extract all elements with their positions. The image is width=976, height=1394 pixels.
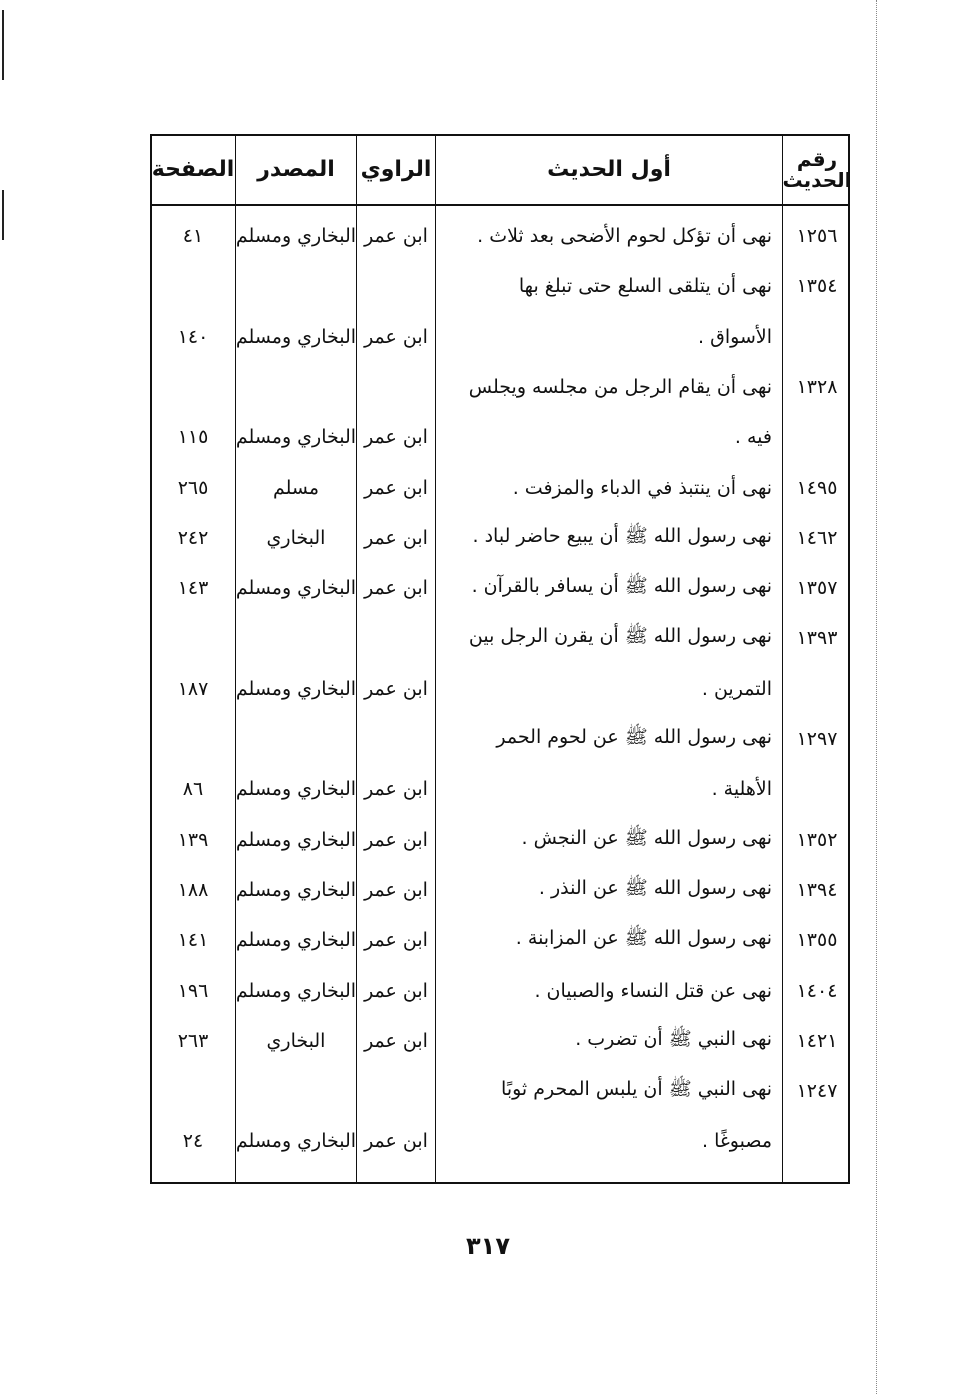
narrator-cell: ابن عمر: [364, 426, 428, 449]
narrator-cell: ابن عمر: [364, 979, 428, 1002]
hadith-text-cell: نهى أن يتلقى السلع حتى تبلغ بها: [518, 275, 772, 298]
table-row: [152, 613, 848, 663]
header-hadith-number: رقم الحديث: [782, 147, 852, 192]
hadith-number-cell: ١٤٦٢: [796, 526, 838, 549]
table-row: [152, 412, 848, 462]
hadith-number-cell: ١٤٢١: [796, 1029, 838, 1052]
hadith-text-cell: نهى رسول الله ﷺ أن يبيع حاضر لباد .: [472, 524, 772, 547]
hadith-number-cell: [784, 312, 850, 362]
table-row: [152, 1116, 848, 1166]
hadith-text-cell: نهى رسول الله ﷺ عن النجش .: [521, 826, 772, 849]
source-cell: البخاري ومسلم: [236, 828, 356, 851]
page-cell: ١٤١: [177, 929, 209, 952]
hadith-number-cell: ١٤٠٤: [796, 979, 838, 1002]
header-page: الصفحة: [151, 157, 235, 183]
source-cell: البخاري ومسلم: [236, 426, 356, 449]
source-cell: البخاري ومسلم: [236, 677, 356, 700]
scan-edge-line: [2, 190, 4, 240]
hadith-text-cell: مصبوغًا .: [701, 1130, 772, 1153]
source-cell: البخاري ومسلم: [236, 325, 356, 348]
source-cell: [236, 714, 356, 764]
page-cell: ٢٦٥: [177, 476, 209, 499]
hadith-text-cell: نهى رسول الله ﷺ أن يقرن الرجل بين: [468, 625, 772, 648]
narrator-cell: ابن عمر: [364, 828, 428, 851]
hadith-text-cell: نهى رسول الله ﷺ عن المزابنة .: [515, 927, 772, 950]
hadith-index-table: [150, 134, 850, 1184]
hadith-number-cell: ١٣٢٨: [796, 375, 838, 398]
hadith-text-cell: نهى أن تؤكل لحوم الأضحى بعد ثلاث .: [477, 225, 772, 247]
header-source: المصدر: [257, 157, 335, 183]
table-row: [152, 261, 848, 311]
table-row: [152, 362, 848, 412]
hadith-text-cell: نهى رسول الله ﷺ عن النذر .: [538, 876, 772, 899]
hadith-number-cell: ١٣٩٣: [796, 627, 838, 650]
hadith-number-cell: ١٢٤٧: [796, 1080, 838, 1103]
hadith-number-cell: ١٣٥٧: [796, 577, 838, 600]
hadith-text-cell: نهى رسول الله ﷺ عن لحوم الحمر: [496, 726, 772, 748]
hadith-number-cell: ١٣٥٢: [796, 828, 838, 851]
narrator-cell: ابن عمر: [364, 1029, 428, 1052]
page-number: ٣١٧: [466, 1232, 510, 1260]
hadith-number-cell: ١٣٥٤: [796, 275, 838, 298]
page-cell: ٢٤: [182, 1130, 204, 1153]
hadith-text-cell: الأهلية .: [711, 778, 772, 801]
narrator-cell: [357, 613, 435, 663]
hadith-number-cell: [784, 1116, 850, 1166]
hadith-text-cell: الأسواق .: [698, 325, 772, 348]
narrator-cell: ابن عمر: [364, 878, 428, 901]
source-cell: البخاري ومسلم: [236, 878, 356, 901]
table-row: [152, 815, 848, 865]
hadith-number-cell: ١٣٩٤: [796, 878, 838, 901]
hadith-text-cell: نهى النبي ﷺ أن يلبس المحرم ثوبًا: [501, 1078, 772, 1101]
table-row: [152, 211, 848, 261]
narrator-cell: [357, 261, 435, 311]
source-cell: البخاري: [266, 1029, 326, 1052]
source-cell: [236, 1066, 356, 1116]
table-row: [152, 563, 848, 613]
narrator-cell: ابن عمر: [364, 325, 428, 348]
page-cell: ٢٤٢: [177, 526, 209, 549]
hadith-text-cell: فيه .: [734, 426, 772, 449]
page-cell: [152, 362, 234, 412]
hadith-text-cell: نهى رسول الله ﷺ أن يسافر بالقرآن .: [471, 575, 772, 598]
narrator-cell: [357, 714, 435, 764]
source-cell: البخاري ومسلم: [236, 225, 356, 247]
table-row: [152, 764, 848, 814]
narrator-cell: ابن عمر: [364, 929, 428, 952]
hadith-number-cell: ١٤٩٥: [796, 476, 838, 499]
narrator-cell: ابن عمر: [364, 577, 428, 600]
hadith-text-cell: نهى النبي ﷺ أن تضرب .: [575, 1027, 772, 1050]
table-row: [152, 664, 848, 714]
narrator-cell: ابن عمر: [364, 1130, 428, 1153]
narrator-cell: ابن عمر: [364, 476, 428, 499]
source-cell: البخاري: [266, 526, 326, 549]
narrator-cell: ابن عمر: [364, 225, 428, 247]
hadith-number-cell: [784, 412, 850, 462]
table-row: [152, 1016, 848, 1066]
scan-edge-dots: [876, 0, 877, 1394]
source-cell: البخاري ومسلم: [236, 1130, 356, 1153]
table-row: [152, 714, 848, 764]
page-cell: ١٤٠: [177, 325, 209, 348]
source-cell: [236, 613, 356, 663]
page-cell: [152, 261, 234, 311]
page-cell: ١٨٧: [177, 677, 209, 700]
hadith-text-cell: نهى عن قتل النساء والصبيان .: [534, 979, 772, 1002]
table-row: [152, 966, 848, 1016]
page-cell: ١٩٦: [177, 979, 209, 1002]
page-cell: ١١٥: [177, 426, 209, 449]
hadith-number-cell: ١٢٥٦: [796, 225, 838, 247]
source-cell: [236, 362, 356, 412]
page-cell: ١٣٩: [177, 828, 209, 851]
table-row: [152, 463, 848, 513]
page-cell: [152, 714, 234, 764]
source-cell: البخاري ومسلم: [236, 778, 356, 801]
source-cell: [236, 261, 356, 311]
source-cell: البخاري ومسلم: [236, 929, 356, 952]
source-cell: مسلم: [272, 476, 320, 499]
header-hadith-start: أول الحديث: [547, 157, 671, 183]
scan-edge-line: [2, 10, 4, 80]
hadith-text-cell: نهى أن ينتبذ في الدباء والمزفت .: [512, 476, 772, 499]
page-cell: ٨٦: [182, 778, 204, 801]
page-cell: [152, 1066, 234, 1116]
page-cell: ١٤٣: [177, 577, 209, 600]
table-row: [152, 312, 848, 362]
source-cell: البخاري ومسلم: [236, 979, 356, 1002]
table-row: [152, 915, 848, 965]
hadith-text-cell: نهى أن يقام الرجل من مجلسه ويجلس: [468, 375, 772, 398]
table-row: [152, 865, 848, 915]
header-divider: [152, 204, 848, 206]
hadith-text-cell: التمرين .: [701, 677, 772, 700]
hadith-number-cell: ١٣٥٥: [796, 929, 838, 952]
page-cell: [152, 613, 234, 663]
page-cell: ٢٦٣: [177, 1029, 209, 1052]
narrator-cell: ابن عمر: [364, 526, 428, 549]
header-narrator: الراوي: [360, 157, 432, 183]
page-cell: ١٨٨: [177, 878, 209, 901]
hadith-number-cell: [784, 664, 850, 714]
table-row: [152, 1066, 848, 1116]
narrator-cell: [357, 1066, 435, 1116]
source-cell: البخاري ومسلم: [236, 577, 356, 600]
narrator-cell: ابن عمر: [364, 677, 428, 700]
page-cell: ٤١: [182, 225, 204, 247]
table-row: [152, 513, 848, 563]
narrator-cell: ابن عمر: [364, 778, 428, 801]
narrator-cell: [357, 362, 435, 412]
hadith-number-cell: ١٢٩٧: [796, 728, 838, 750]
hadith-number-cell: [784, 764, 850, 814]
